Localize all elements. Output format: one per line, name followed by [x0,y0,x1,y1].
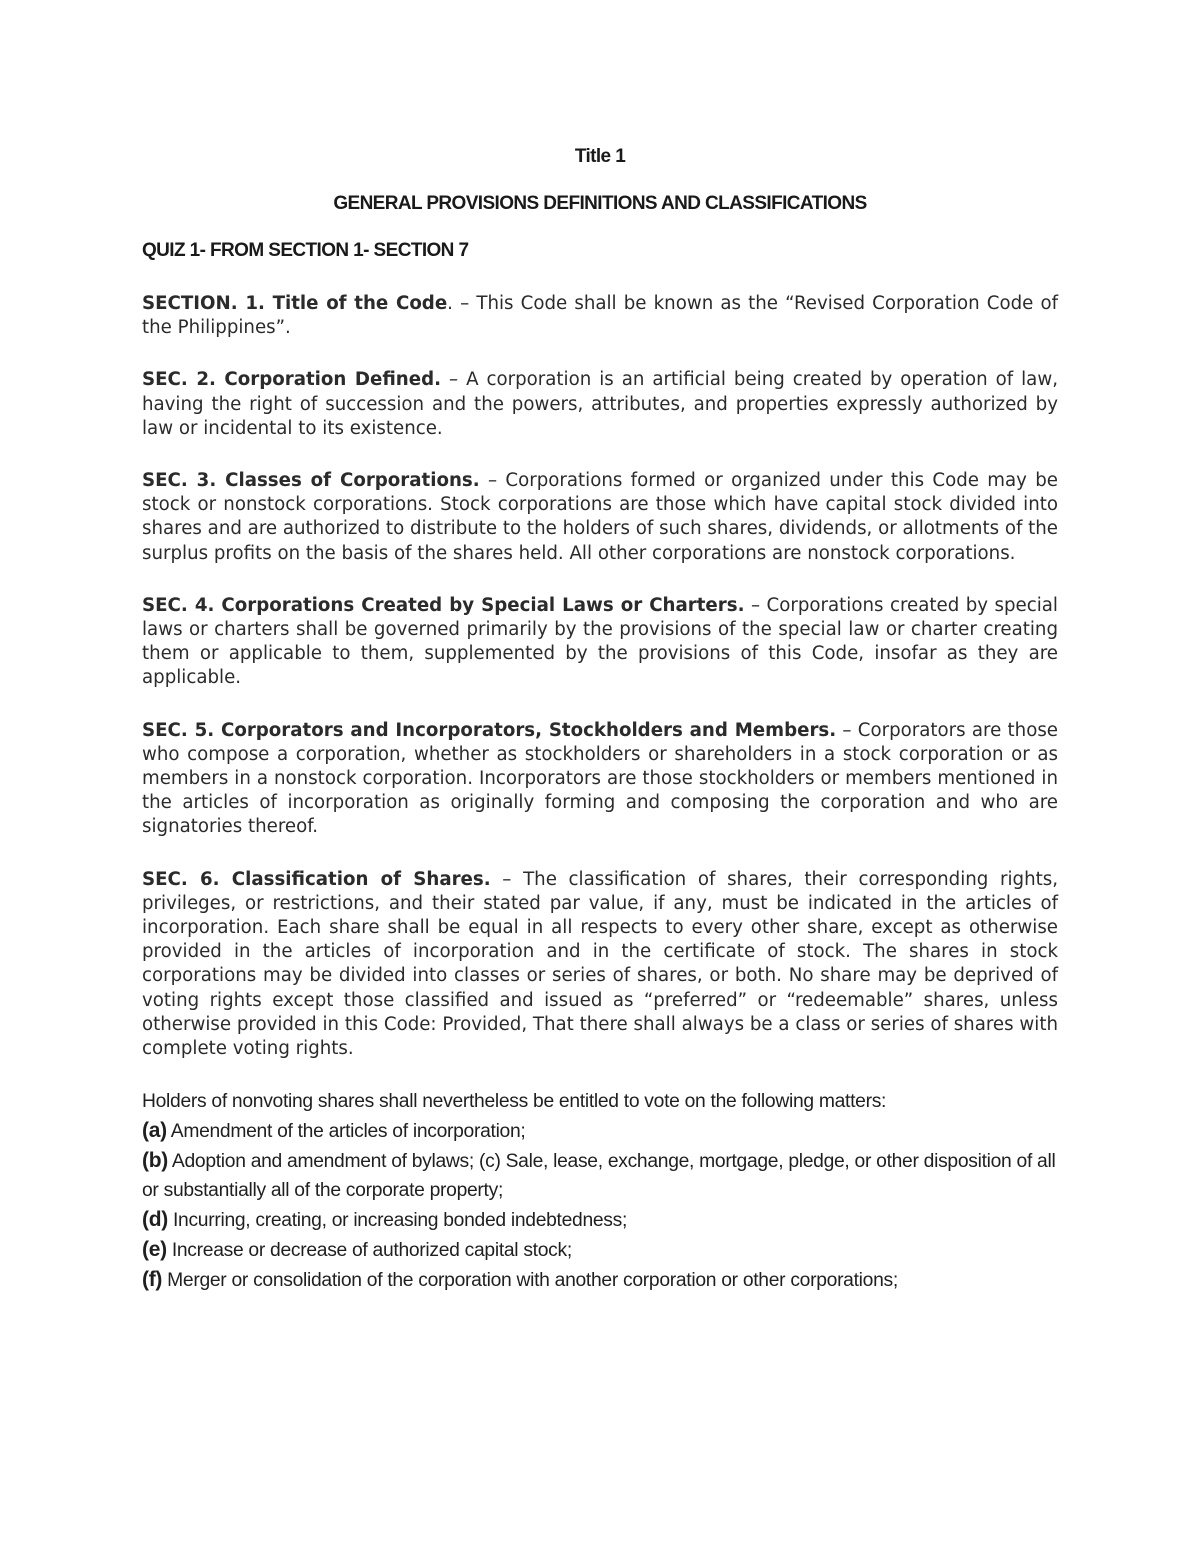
section-2 [142,368,1058,441]
list-marker-b: (b) [142,1149,168,1173]
section-6-body: – The classification of shares, their corresponding rights, privileges, or restrictions, and their stated par value, if any, must be indicated in the articles of incorporation. Each share shall be equal in all respects to every other share, except as otherwise provided in the articles of incorporation and in the certificate of stock. The shares in stock corporations may be divided into classes or series of shares, or both. No share may be deprived of voting rights except those classified and issued as “preferred” or “redeemable” shares, unless otherwise provided in this Code: Provided, That there shall always be a class or series of shares with complete voting rights. [142,868,1059,1060]
document-page [142,140,1058,1295]
section-3-heading: SEC. 3. Classes of Corporations. [142,470,480,492]
list-text-a: Amendment of the articles of incorporation; [166,1121,526,1143]
list-marker-a: (a) [142,1119,167,1143]
section-1-body: . – This Code shall be known as the “Revised Corporation Code of the Philippines”. [142,293,1058,339]
list-item-f [142,1265,1058,1295]
section-2-body: – A corporation is an artificial being created by operation of law, having the right of succession and the powers, attributes, and properties expressly authorized by law or incidental to its existence. [142,369,1058,439]
section-2-heading: SEC. 2. Corporation Defined. [142,369,442,391]
list-text-f: Merger or consolidation of the corporation with another corporation or other corporations; [162,1270,898,1292]
section-3 [142,469,1058,566]
list-text-b: Adoption and amendment of bylaws; (c) Sale, lease, exchange, mortgage, pledge, or other disposition of all or substantially all of the corporate property; [142,1151,1056,1202]
section-5-heading: SEC. 5. Corporators and Incorporators, Stockholders and Members. [142,719,837,741]
section-4-body: – Corporations created by special laws or charters shall be governed primarily by the provisions of the special law or charter creating them or applicable to them, supplemented by the provisions of this Code, insofar as they are applicable. [142,594,1058,689]
list-marker-f: (f) [142,1268,163,1292]
section-5-body: – Corporators are those who compose a corporation, whether as stockholders or shareholders in a stock corporation or as members in a nonstock corporation. Incorporators are those stockholders or members mentioned in the articles of incorporation as originally forming and composing the corporation and who are signatories thereof. [142,719,1058,838]
list-text-e: Increase or decrease of authorized capital stock; [166,1240,572,1262]
list-marker-d: (d) [142,1208,168,1232]
list-item-a [142,1116,1058,1146]
list-intro: Holders of nonvoting shares shall nevertheless be entitled to vote on the following matters: [142,1091,887,1113]
list-marker-e: (e) [142,1238,167,1262]
document-subtitle: GENERAL PROVISIONS DEFINITIONS AND CLASSIFICATIONS [333,193,867,214]
section-6-heading: SEC. 6. Classification of Shares. [142,868,491,890]
section-6 [142,868,1058,1062]
nonvoting-matters-list [142,1087,1058,1295]
list-text-d: Incurring, creating, or increasing bonded indebtedness; [167,1210,628,1232]
section-4 [142,594,1058,691]
section-3-body: – Corporations formed or organized under this Code may be stock or nonstock corporations. Stock corporations are those which have capital stock divided into shares and are authorized to distribute to the holders of such shares, dividends, or allotments of the surplus profits on the basis of the shares held. All other corporations are nonstock corporations. [142,470,1058,564]
section-1-heading: SECTION. 1. Title of the Code [142,293,448,314]
list-item-d [142,1205,1058,1235]
section-4-heading: SEC. 4. Corporations Created by Special Laws or Charters. [142,594,745,616]
section-1 [142,292,1058,340]
list-item-e [142,1235,1058,1265]
quiz-heading: QUIZ 1- FROM SECTION 1- SECTION 7 [142,240,469,261]
list-item-b [142,1146,1058,1205]
section-5 [142,719,1058,840]
document-title: Title 1 [574,146,626,167]
